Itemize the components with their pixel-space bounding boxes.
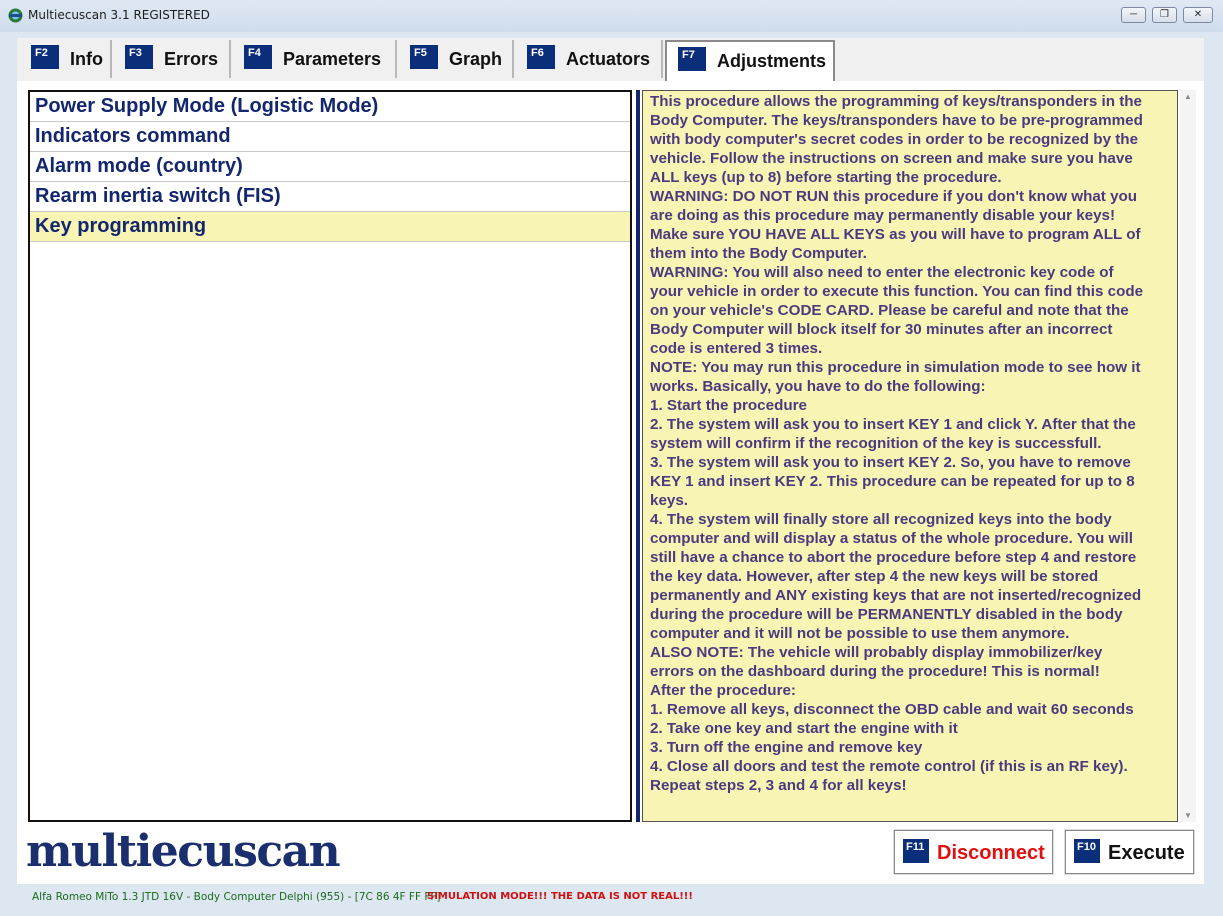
panel-splitter[interactable] (636, 90, 640, 822)
tab-label: Adjustments (717, 51, 827, 71)
list-item-key-programming[interactable]: Key programming (30, 212, 630, 242)
disconnect-button[interactable] (894, 830, 1053, 874)
list-item-indicators-command[interactable]: Indicators command (30, 122, 630, 152)
f10-key-badge: F10 (1074, 839, 1100, 863)
f3-key-badge: F3 (125, 45, 153, 69)
description-line: your vehicle in order to execute this function. You can find this code (650, 283, 1144, 300)
tab-graph[interactable] (399, 40, 514, 78)
description-line: ALSO NOTE: The vehicle will probably display immobilizer/key (650, 644, 1103, 661)
minimize-icon: ─ (1129, 9, 1138, 20)
description-line: 1. Remove all keys, disconnect the OBD cable and wait 60 seconds (650, 701, 1134, 718)
execute-label: Execute (1108, 842, 1185, 864)
description-line: After the procedure: (650, 682, 796, 699)
description-line: KEY 1 and insert KEY 2. This procedure can be repeated for up to 8 (650, 473, 1135, 490)
description-line: WARNING: DO NOT RUN this procedure if you don't know what you (650, 188, 1138, 205)
close-button[interactable] (1183, 7, 1213, 23)
scroll-down-icon[interactable]: ▼ (1184, 811, 1192, 820)
description-line: permanently and ANY existing keys that are not inserted/recognized (650, 587, 1142, 604)
tab-label: Info (70, 49, 103, 69)
description-line: 4. Close all doors and test the remote control (if this is an RF key). (650, 758, 1128, 775)
tab-errors[interactable] (114, 40, 231, 78)
status-bar (0, 884, 1223, 916)
description-line: system will confirm if the recognition of the key is successfull. (650, 435, 1102, 452)
title-bar (0, 0, 1223, 32)
description-line: 4. The system will finally store all recognized keys into the body (650, 511, 1112, 528)
description-line: Repeat steps 2, 3 and 4 for all keys! (650, 777, 907, 794)
f5-key-badge: F5 (410, 45, 438, 69)
tab-label: Graph (449, 49, 503, 69)
description-line: errors on the dashboard during the procedure! This is normal! (650, 663, 1100, 680)
description-line: 3. Turn off the engine and remove key (650, 739, 923, 756)
list-item-rearm-inertia-switch[interactable]: Rearm inertia switch (FIS) (30, 182, 630, 212)
description-line: works. Basically, you have to do the following: (650, 378, 986, 395)
description-line: vehicle. Follow the instructions on screen and make sure you have (650, 150, 1133, 167)
multiecuscan-logo: multiecuscan (26, 826, 340, 877)
description-line: 2. The system will ask you to insert KEY 1 and click Y. After that the (650, 416, 1136, 433)
description-line: with body computer's secret codes in order to be recognized by the (650, 131, 1139, 148)
description-line: WARNING: You will also need to enter the electronic key code of (650, 264, 1114, 281)
description-line: Make sure YOU HAVE ALL KEYS as you will have to program ALL of (650, 226, 1141, 243)
disconnect-label: Disconnect (937, 842, 1045, 864)
f4-key-badge: F4 (244, 45, 272, 69)
scroll-up-icon[interactable]: ▲ (1184, 92, 1192, 101)
procedure-description (642, 90, 1178, 822)
app-icon (7, 7, 24, 24)
description-line: still have a chance to abort the procedure before step 4 and restore (650, 549, 1137, 566)
list-item-alarm-mode[interactable]: Alarm mode (country) (30, 152, 630, 182)
minimize-button[interactable] (1121, 7, 1146, 23)
restore-icon: ❐ (1160, 9, 1169, 20)
description-line: ALL keys (up to 8) before starting the procedure. (650, 169, 1002, 186)
description-line: during the procedure will be PERMANENTLY disabled in the body (650, 606, 1123, 623)
f6-key-badge: F6 (527, 45, 555, 69)
description-line: on your vehicle's CODE CARD. Please be careful and note that the (650, 302, 1129, 319)
tab-label: Parameters (283, 49, 382, 69)
list-item-power-supply-mode[interactable]: Power Supply Mode (Logistic Mode) (30, 92, 630, 122)
maximize-button[interactable] (1152, 7, 1177, 23)
f11-key-badge: F11 (903, 839, 929, 863)
description-line: Body Computer. The keys/transponders have to be pre-programmed (650, 112, 1143, 129)
tab-strip (17, 38, 1204, 81)
close-icon: ✕ (1193, 9, 1203, 20)
description-line: code is entered 3 times. (650, 340, 823, 357)
tab-parameters[interactable] (233, 40, 397, 78)
description-line: computer and it will not be possible to use them anymore. (650, 625, 1070, 642)
f7-key-badge: F7 (678, 47, 706, 71)
description-line: them into the Body Computer. (650, 245, 867, 262)
description-line: This procedure allows the programming of keys/transponders in the (650, 93, 1142, 110)
tab-label: Actuators (566, 49, 651, 69)
description-line: NOTE: You may run this procedure in simulation mode to see how it (650, 359, 1141, 376)
vehicle-info: Alfa Romeo MiTo 1.3 JTD 16V - Body Computer Delphi (955) - [7C 86 4F FF FF] (32, 891, 441, 903)
tab-info[interactable] (20, 40, 112, 78)
main-window (17, 38, 1204, 884)
simulation-warning: SIMULATION MODE!!! THE DATA IS NOT REAL!!! (427, 891, 693, 902)
description-line: computer and will display a status of the whole procedure. You will (650, 530, 1133, 547)
description-line: keys. (650, 492, 689, 509)
tab-actuators[interactable] (516, 40, 663, 78)
tab-label: Errors (164, 49, 219, 69)
description-line: 3. The system will ask you to insert KEY 2. So, you have to remove (650, 454, 1131, 471)
description-scrollbar[interactable] (1180, 90, 1196, 822)
execute-button[interactable] (1065, 830, 1194, 874)
description-line: 2. Take one key and start the engine with it (650, 720, 958, 737)
description-line: Body Computer will block itself for 30 minutes after an incorrect (650, 321, 1113, 338)
f2-key-badge: F2 (31, 45, 59, 69)
description-line: are doing as this procedure may permanently disable your keys! (650, 207, 1116, 224)
procedure-list[interactable] (28, 90, 632, 822)
window-title: Multiecuscan 3.1 REGISTERED (28, 8, 210, 22)
tab-adjustments[interactable] (665, 40, 835, 81)
description-line: the key data. However, after step 4 the new keys will be stored (650, 568, 1099, 585)
description-line: 1. Start the procedure (650, 397, 807, 414)
